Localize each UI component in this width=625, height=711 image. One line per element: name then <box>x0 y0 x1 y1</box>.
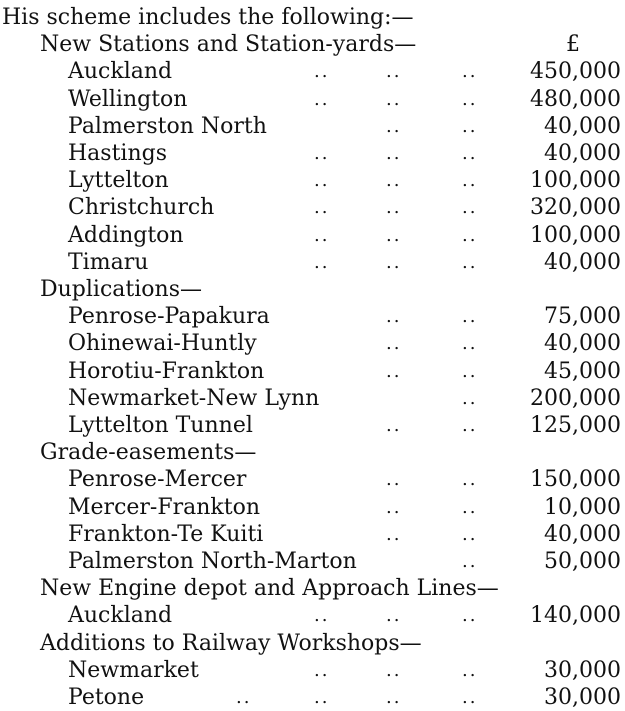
section-heading-label: Additions to Railway Workshops— <box>40 630 422 656</box>
leader-dots: .. <box>386 523 402 545</box>
item-label: Penrose-Papakura <box>68 304 270 330</box>
list-item <box>0 249 625 276</box>
list-item <box>0 58 625 85</box>
list-item <box>0 494 625 521</box>
item-amount: 480,000 <box>530 86 621 112</box>
item-amount: 30,000 <box>544 685 621 710</box>
leader-dots: .. <box>462 88 478 110</box>
leader-dots: .. <box>314 170 330 192</box>
item-amount: 100,000 <box>530 168 621 194</box>
leader-dots: .. <box>314 197 330 219</box>
leader-dots: .. <box>462 687 478 708</box>
leader-dots: .. <box>462 224 478 246</box>
leader-dots: .. <box>386 659 402 681</box>
item-amount: 320,000 <box>530 195 621 221</box>
leader-dots: .. <box>236 687 252 708</box>
item-label: Wellington <box>68 86 188 112</box>
item-label: Newmarket <box>68 657 199 683</box>
leader-dots: .. <box>462 333 478 355</box>
leader-dots: .. <box>462 659 478 681</box>
leader-dots: .. <box>386 197 402 219</box>
item-label: Petone <box>68 685 145 710</box>
item-label: Timaru <box>68 249 149 275</box>
list-item <box>0 548 625 575</box>
item-label: Ohinewai-Huntly <box>68 331 257 357</box>
list-item <box>0 602 625 629</box>
section-heading <box>0 575 625 602</box>
item-label: Lyttelton Tunnel <box>68 413 253 438</box>
leader-dots: .. <box>462 143 478 164</box>
leader-dots: .. <box>462 61 478 83</box>
item-amount: 10,000 <box>544 494 621 520</box>
section-heading <box>0 31 625 58</box>
item-amount: 40,000 <box>544 249 621 275</box>
item-label: Hastings <box>68 141 168 166</box>
leader-dots: .. <box>314 251 330 273</box>
leader-dots: .. <box>386 415 402 436</box>
item-amount: 200,000 <box>530 385 621 411</box>
list-item <box>0 303 625 330</box>
list-item <box>0 358 625 385</box>
item-amount: 40,000 <box>544 331 621 357</box>
list-item <box>0 167 625 194</box>
leader-dots: .. <box>314 88 330 110</box>
section-heading-label: New Stations and Station-yards— <box>40 32 417 58</box>
leader-dots: .. <box>314 605 330 627</box>
list-item <box>0 222 625 249</box>
leader-dots: .. <box>462 306 478 328</box>
section-heading-label: Grade-easements— <box>40 440 257 466</box>
section-heading-label: New Engine depot and Approach Lines— <box>40 576 499 602</box>
leader-dots: .. <box>386 306 402 328</box>
leader-dots: .. <box>462 523 478 545</box>
leader-dots: .. <box>462 551 478 572</box>
leader-dots: .. <box>386 605 402 627</box>
list-item <box>0 521 625 548</box>
leader-dots: .. <box>462 387 478 409</box>
item-amount: 30,000 <box>544 657 621 683</box>
item-label: Lyttelton <box>68 168 169 194</box>
list-item <box>0 330 625 357</box>
leader-dots: .. <box>462 115 478 137</box>
list-item <box>0 466 625 493</box>
item-amount: 40,000 <box>544 113 621 139</box>
leader-dots: .. <box>462 415 478 436</box>
item-label: Newmarket-New Lynn <box>68 385 320 411</box>
item-label: Frankton-Te Kuiti <box>68 521 264 547</box>
item-label: Auckland <box>68 59 173 85</box>
item-amount: 100,000 <box>530 222 621 248</box>
section-heading <box>0 439 625 466</box>
leader-dots: .. <box>386 251 402 273</box>
item-amount: 45,000 <box>544 358 621 384</box>
item-amount: 450,000 <box>530 59 621 85</box>
list-item <box>0 140 625 167</box>
section-heading <box>0 276 625 303</box>
leader-dots: .. <box>314 687 330 708</box>
leader-dots: .. <box>386 333 402 355</box>
leader-dots: .. <box>386 61 402 83</box>
item-amount: 40,000 <box>544 141 621 166</box>
leader-dots: .. <box>314 659 330 681</box>
item-label: Mercer-Frankton <box>68 494 261 520</box>
leader-dots: .. <box>386 143 402 164</box>
leader-dots: .. <box>462 605 478 627</box>
list-item <box>0 684 625 711</box>
item-label: Penrose-Mercer <box>68 467 247 493</box>
leader-dots: .. <box>462 197 478 219</box>
list-item <box>0 412 625 439</box>
leader-dots: .. <box>386 224 402 246</box>
leader-dots: .. <box>386 360 402 382</box>
item-amount: 140,000 <box>530 603 621 629</box>
leader-dots: .. <box>386 496 402 518</box>
list-item <box>0 657 625 684</box>
item-amount: 125,000 <box>530 413 621 438</box>
leader-dots: .. <box>314 143 330 164</box>
item-amount: 50,000 <box>544 549 621 574</box>
intro-label: His scheme includes the following:— <box>2 5 414 30</box>
leader-dots: .. <box>386 170 402 192</box>
leader-dots: .. <box>386 469 402 491</box>
list-item <box>0 113 625 140</box>
leader-dots: .. <box>462 496 478 518</box>
item-label: Auckland <box>68 603 173 629</box>
list-item <box>0 194 625 221</box>
list-item <box>0 385 625 412</box>
leader-dots: .. <box>462 170 478 192</box>
item-amount: 150,000 <box>530 467 621 493</box>
intro-text <box>0 4 625 31</box>
item-label: Addington <box>68 222 184 248</box>
leader-dots: .. <box>386 687 402 708</box>
item-label: Palmerston North-Marton <box>68 549 357 574</box>
item-amount: 75,000 <box>544 304 621 330</box>
item-label: Palmerston North <box>68 113 267 139</box>
leader-dots: .. <box>386 115 402 137</box>
currency-symbol: £ <box>566 32 580 58</box>
section-heading <box>0 630 625 657</box>
item-amount: 40,000 <box>544 521 621 547</box>
section-heading-label: Duplications— <box>40 277 202 302</box>
leader-dots: .. <box>462 469 478 491</box>
leader-dots: .. <box>462 251 478 273</box>
item-label: Christchurch <box>68 195 215 221</box>
item-label: Horotiu-Frankton <box>68 358 265 384</box>
leader-dots: .. <box>314 224 330 246</box>
list-item <box>0 86 625 113</box>
leader-dots: .. <box>462 360 478 382</box>
leader-dots: .. <box>314 61 330 83</box>
leader-dots: .. <box>386 88 402 110</box>
